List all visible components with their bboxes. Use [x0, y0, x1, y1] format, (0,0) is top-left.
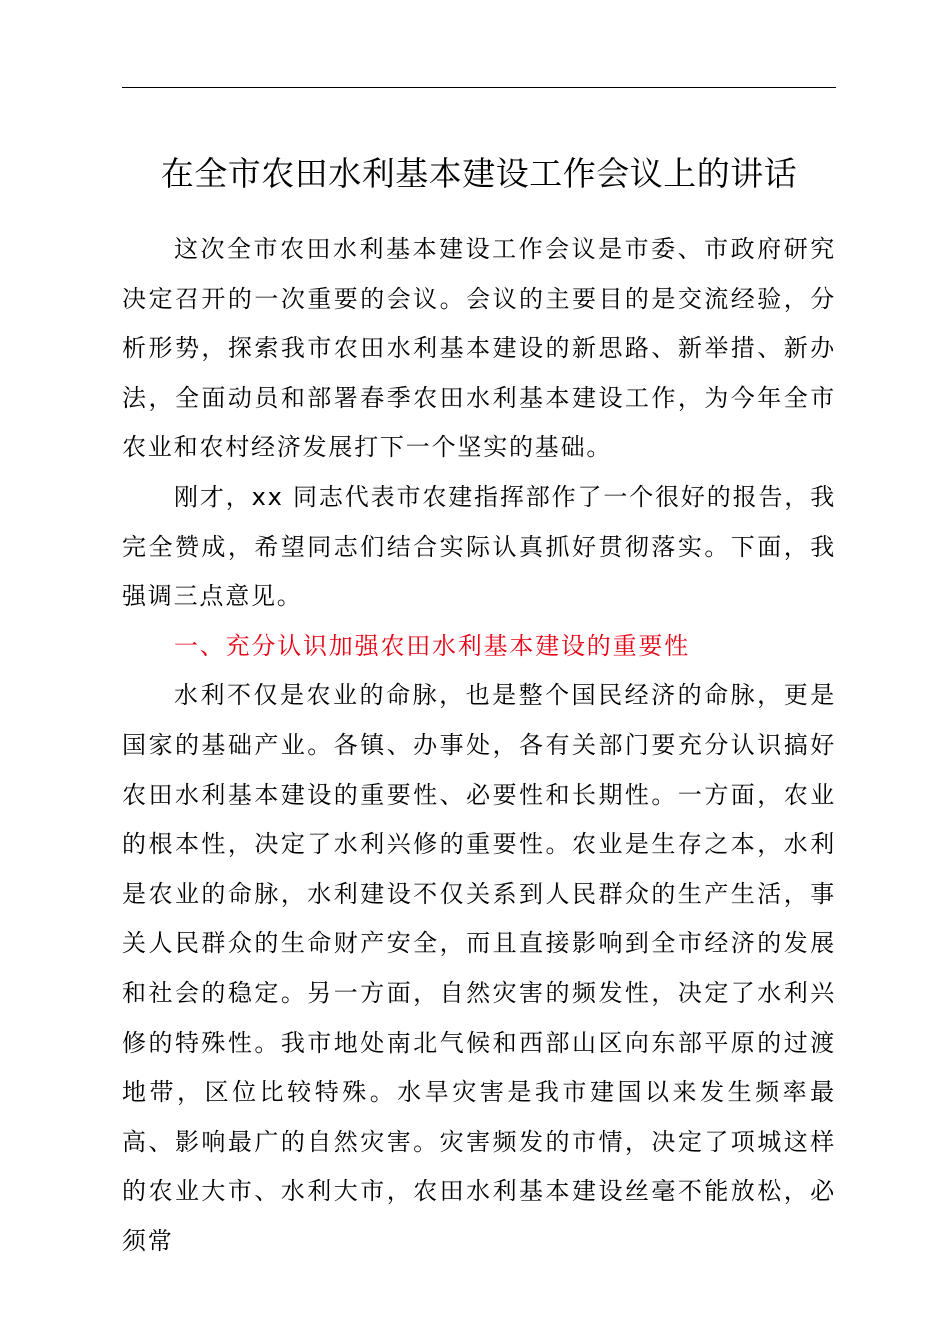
document-title: 在全市农田水利基本建设工作会议上的讲话 — [160, 154, 798, 193]
section-heading: 一、充分认识加强农田水利基本建设的重要性 — [174, 631, 690, 660]
header-rule — [122, 87, 836, 88]
remarks-paragraph: 刚才，xx 同志代表市农建指挥部作了一个很好的报告，我完全赞成，希望同志们结合实际认真抓好贯彻落实。下面，我强调三点意见。 — [122, 482, 836, 611]
section-paragraph: 水利不仅是农业的命脉，也是整个国民经济的命脉，更是国家的基础产业。各镇、办事处，各有关部门要充分认识搞好农田水利基本建设的重要性、必要性和长期性。一方面，农业的根本性，决定了水利兴修的重要性。农业是生存之本，水利是农业的命脉，水利建设不仅关系到人民群众的生产生活，事关人民群众的生命财产安全，而且直接影响到全市经济的发展和社会的稳定。另一方面，自然灾害的频发性，决定了水利兴修的特殊性。我市地处南北气候和西部山区向东部平原的过渡地带，区位比较特殊。水旱灾害是我市建国以来发生频率最高、影响最广的自然灾害。灾害频发的市情，决定了项城这样的农业大市、水利大市，农田水利基本建设丝毫不能放松，必须常 — [122, 681, 836, 1255]
document-body — [122, 225, 836, 1266]
intro-paragraph: 这次全市农田水利基本建设工作会议是市委、市政府研究决定召开的一次重要的会议。会议的主要目的是交流经验，分析形势，探索我市农田水利基本建设的新思路、新举措、新办法，全面动员和部署春季农田水利基本建设工作，为今年全市农业和农村经济发展打下一个坚实的基础。 — [122, 235, 836, 462]
